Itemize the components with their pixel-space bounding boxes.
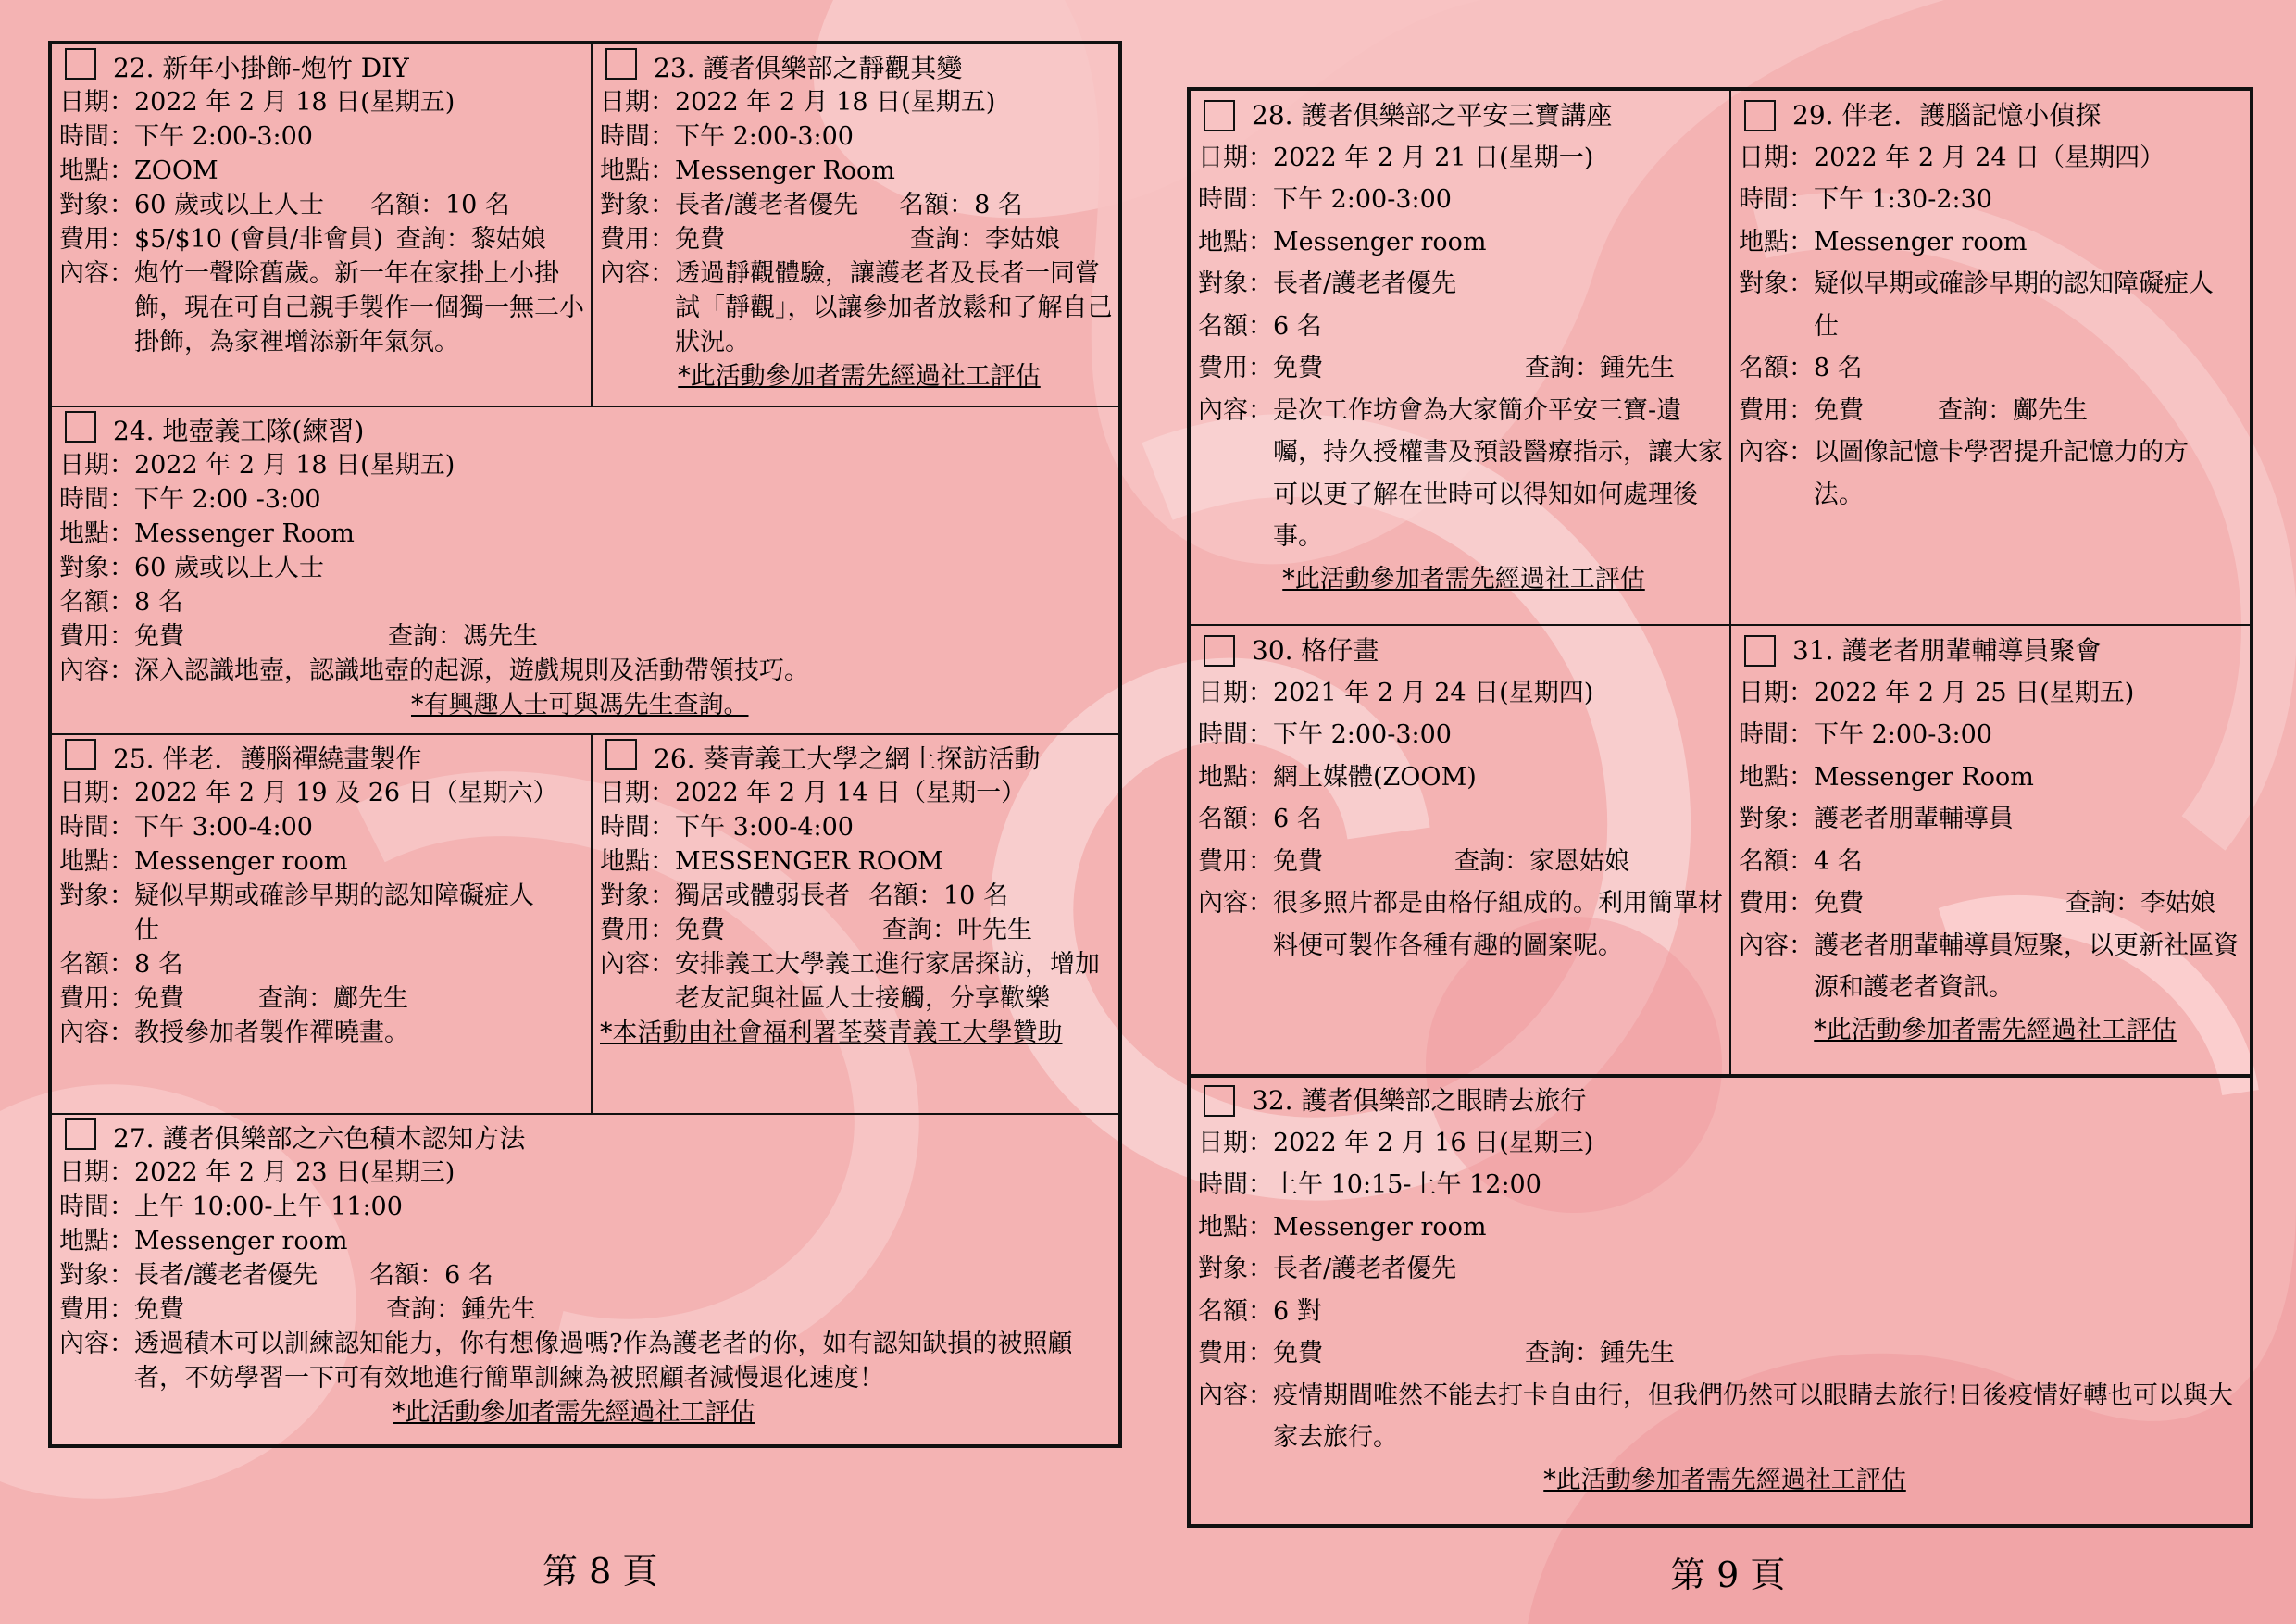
quota: 8 名	[134, 950, 183, 979]
label: 時間：	[59, 485, 134, 514]
place: Messenger Room	[134, 519, 355, 548]
time: 下午 2:00-3:00	[675, 122, 854, 151]
content: 炮竹一聲除舊歲。新一年在家掛上小掛飾，現在可自己親手製作一個獨一無二小掛飾，為家裡增添新年氣氛。	[134, 259, 584, 356]
place: 網上媒體(ZOOM)	[1273, 762, 1477, 792]
label: 內容：	[59, 1018, 134, 1047]
target: 60 歲或以上人士	[134, 191, 324, 219]
fee: 免費	[134, 622, 184, 651]
label: 時間：	[600, 122, 675, 151]
label: 內容：	[59, 1330, 134, 1358]
checkbox[interactable]	[1204, 635, 1235, 667]
label: 對象：	[1739, 805, 1814, 833]
label: 查詢：	[395, 225, 471, 254]
label: 費用：	[1739, 889, 1814, 918]
label: 對象：	[1198, 269, 1273, 298]
checkbox[interactable]	[1204, 100, 1235, 131]
label: 對象：	[59, 554, 134, 582]
label: 費用：	[59, 225, 134, 254]
label: 名額：	[1198, 311, 1273, 341]
place: MESSENGER ROOM	[675, 847, 943, 876]
time: 下午 3:00-4:00	[134, 813, 313, 842]
label: 對象：	[600, 881, 675, 910]
label: 地點：	[59, 847, 134, 876]
label: 日期：	[600, 779, 675, 807]
label: 內容：	[600, 259, 675, 288]
label: 對象：	[600, 191, 675, 219]
activity-title: 22. 新年小掛飾-炮竹 DIY	[113, 53, 409, 83]
label: 查詢：	[388, 622, 463, 651]
activity-note: *有興趣人士可與馮先生查詢。	[411, 691, 749, 719]
target: 長者/護老者優先	[1273, 1255, 1457, 1283]
label: 費用：	[1198, 354, 1273, 382]
activity-note: *此活動參加者需先經過社工評估	[393, 1398, 755, 1427]
fee: 免費	[1814, 889, 1864, 918]
label: 日期：	[1198, 678, 1273, 707]
label: 地點：	[1739, 762, 1814, 792]
activity-note: *此活動參加者需先經過社工評估	[1282, 564, 1645, 593]
activity-title: 26. 葵青義工大學之網上探訪活動	[654, 743, 1041, 774]
label: 查詢：	[2065, 889, 2140, 918]
activity-card-30	[1189, 624, 1731, 1078]
label: 日期：	[1198, 1128, 1273, 1157]
activity-card-32	[1189, 1074, 2253, 1528]
date: 2022 年 2 月 24 日（星期四）	[1814, 143, 2165, 172]
fee: 免費	[1273, 846, 1323, 876]
label: 查詢：	[386, 1295, 461, 1324]
checkbox[interactable]	[1744, 100, 1776, 131]
quota: 6 名	[1273, 311, 1322, 341]
activity-card-28	[1189, 89, 1731, 626]
label: 查詢：	[1525, 354, 1600, 382]
content: 護老者朋輩輔導員短聚，以更新社區資源和護老者資訊。	[1814, 931, 2239, 1002]
date: 2022 年 2 月 19 及 26 日（星期六）	[134, 779, 558, 807]
fee: $5/$10 (會員/非會員)	[134, 225, 383, 254]
place: Messenger room	[134, 1227, 348, 1255]
activity-title: 32. 護者俱樂部之眼睛去旅行	[1252, 1085, 1587, 1116]
label: 名額：	[1739, 846, 1814, 876]
time: 下午 2:00-3:00	[1814, 720, 1992, 749]
enquiry: 馮先生	[463, 622, 538, 651]
label: 名額：	[868, 881, 943, 910]
label: 查詢：	[882, 916, 957, 944]
time: 下午 1:30-2:30	[1814, 185, 1992, 214]
content: 深入認識地壺，認識地壺的起源，遊戲規則及活動帶領技巧。	[134, 656, 809, 685]
fee: 免費	[1273, 354, 1323, 382]
label: 費用：	[1198, 1339, 1273, 1368]
fee: 免費	[675, 225, 725, 254]
label: 費用：	[59, 622, 134, 651]
quota: 6 名	[444, 1261, 493, 1290]
date: 2022 年 2 月 25 日(星期五)	[1814, 678, 2135, 707]
label: 時間：	[1739, 720, 1814, 749]
label: 名額：	[899, 191, 975, 219]
quota: 6 對	[1273, 1296, 1322, 1326]
activity-title: 30. 格仔畫	[1252, 635, 1379, 666]
checkbox[interactable]	[1744, 635, 1776, 667]
place: Messenger Room	[675, 156, 895, 185]
label: 對象：	[59, 191, 134, 219]
activity-note: *此活動參加者需先經過社工評估	[1543, 1465, 1906, 1494]
fee: 免費	[134, 1295, 184, 1324]
activity-card-29	[1729, 89, 2253, 626]
label: 日期：	[59, 88, 134, 117]
enquiry: 李姑娘	[2140, 889, 2215, 918]
label: 內容：	[1739, 438, 1814, 467]
label: 查詢：	[1938, 395, 2013, 425]
activity-title: 27. 護者俱樂部之六色積木認知方法	[113, 1123, 526, 1154]
label: 對象：	[59, 881, 134, 910]
label: 名額：	[369, 1261, 445, 1290]
label: 時間：	[59, 813, 134, 842]
target: 長者/護老者優先	[1273, 269, 1457, 298]
label: 內容：	[600, 950, 675, 979]
enquiry: 鍾先生	[1600, 354, 1675, 382]
label: 日期：	[1198, 143, 1273, 172]
page-number: 第 9 頁	[1670, 1555, 1786, 1595]
label: 地點：	[600, 156, 675, 185]
label: 日期：	[600, 88, 675, 117]
label: 內容：	[1739, 931, 1814, 960]
label: 時間：	[1739, 185, 1814, 214]
label: 時間：	[1198, 1170, 1273, 1199]
label: 時間：	[600, 813, 675, 842]
target: 疑似早期或確診早期的認知障礙症人仕	[134, 881, 534, 944]
target: 獨居或體弱長者	[675, 881, 850, 910]
enquiry: 黎姑娘	[470, 225, 546, 254]
checkbox[interactable]	[1204, 1085, 1235, 1117]
content: 透過積木可以訓練認知能力，你有想像過嗎?作為護老者的你，如有認知缺損的被照顧者，不妨學習一下可有效地進行簡單訓練為被照顧者減慢退化速度！	[134, 1330, 1073, 1393]
target: 長者/護老者優先	[134, 1261, 318, 1290]
enquiry: 叶先生	[957, 916, 1032, 944]
enquiry: 李姑娘	[985, 225, 1060, 254]
date: 2022 年 2 月 18 日(星期五)	[134, 88, 455, 117]
date: 2022 年 2 月 23 日(星期三)	[134, 1158, 455, 1187]
label: 地點：	[1198, 1212, 1273, 1242]
place: Messenger room	[1273, 227, 1487, 256]
activity-note: *此活動參加者需先經過社工評估	[678, 362, 1041, 391]
label: 地點：	[1198, 762, 1273, 792]
quota: 8 名	[134, 588, 183, 617]
label: 費用：	[1739, 395, 1814, 425]
date: 2022 年 2 月 21 日(星期一)	[1273, 143, 1594, 172]
label: 名額：	[59, 588, 134, 617]
activity-note: *此活動參加者需先經過社工評估	[1814, 1015, 2177, 1044]
label: 日期：	[59, 451, 134, 480]
content: 以圖像記憶卡學習提升記憶力的方法。	[1814, 438, 2189, 509]
label: 名額：	[59, 950, 134, 979]
fee: 免費	[1273, 1339, 1323, 1368]
activity-note: *本活動由社會福利署荃葵青義工大學贊助	[600, 1018, 1063, 1047]
quota: 10 名	[943, 881, 1008, 910]
quota: 8 名	[1814, 354, 1863, 382]
target: 60 歲或以上人士	[134, 554, 324, 582]
enquiry: 鄺先生	[333, 984, 408, 1013]
label: 日期：	[59, 779, 134, 807]
content: 是次工作坊會為大家簡介平安三寶-遺囑，持久授權書及預設醫療指示，讓大家可以更了解在世時可以得知如何處理後事。	[1273, 395, 1723, 551]
label: 費用：	[600, 916, 675, 944]
label: 名額：	[369, 191, 445, 219]
fee: 免費	[1814, 395, 1864, 425]
quota: 8 名	[974, 191, 1023, 219]
label: 費用：	[59, 984, 134, 1013]
label: 查詢：	[1525, 1339, 1600, 1368]
fee: 免費	[675, 916, 725, 944]
label: 名額：	[1198, 805, 1273, 833]
label: 地點：	[59, 519, 134, 548]
label: 地點：	[1198, 227, 1273, 256]
content: 很多照片都是由格仔組成的。利用簡單材料便可製作各種有趣的圖案呢。	[1273, 889, 1723, 960]
date: 2022 年 2 月 18 日(星期五)	[675, 88, 996, 117]
place: Messenger Room	[1814, 762, 2034, 792]
label: 內容：	[1198, 395, 1273, 425]
enquiry: 家恩姑娘	[1529, 846, 1629, 876]
label: 名額：	[1739, 354, 1814, 382]
label: 時間：	[1198, 185, 1273, 214]
label: 時間：	[1198, 720, 1273, 749]
content: 疫情期間唯然不能去打卡自由行，但我們仍然可以眼睛去旅行!日後疫情好轉也可以與大家去旅行。	[1273, 1380, 2233, 1452]
label: 地點：	[1739, 227, 1814, 256]
page-number: 第 8 頁	[543, 1551, 658, 1592]
activity-title: 29. 伴老．護腦記憶小偵探	[1792, 100, 2102, 131]
time: 上午 10:00-上午 11:00	[134, 1193, 403, 1221]
fee: 免費	[134, 984, 184, 1013]
date: 2022 年 2 月 16 日(星期三)	[1273, 1128, 1594, 1157]
place: Messenger room	[1273, 1212, 1487, 1242]
quota: 10 名	[444, 191, 510, 219]
time: 下午 2:00 -3:00	[134, 485, 321, 514]
activity-title: 25. 伴老．護腦禪繞畫製作	[113, 743, 422, 774]
label: 地點：	[59, 156, 134, 185]
right-page-frame	[1187, 87, 2253, 1528]
enquiry: 鄺先生	[2013, 395, 2088, 425]
quota: 4 名	[1814, 846, 1863, 876]
place: Messenger room	[134, 847, 348, 876]
date: 2022 年 2 月 18 日(星期五)	[134, 451, 455, 480]
label: 日期：	[1739, 678, 1814, 707]
date: 2021 年 2 月 24 日(星期四)	[1273, 678, 1594, 707]
label: 對象：	[1198, 1255, 1273, 1283]
label: 費用：	[600, 225, 675, 254]
label: 地點：	[59, 1227, 134, 1255]
label: 日期：	[1739, 143, 1814, 172]
date: 2022 年 2 月 14 日（星期一）	[675, 779, 1027, 807]
label: 內容：	[1198, 1380, 1273, 1410]
label: 費用：	[1198, 846, 1273, 876]
left-page-frame	[48, 41, 1122, 1448]
activity-title: 28. 護者俱樂部之平安三寶講座	[1252, 100, 1613, 131]
time: 上午 10:15-上午 12:00	[1273, 1170, 1541, 1199]
target: 護老者朋輩輔導員	[1814, 805, 2014, 833]
content: 安排義工大學義工進行家居探訪，增加老友記與社區人士接觸，分享歡樂	[675, 950, 1100, 1013]
label: 查詢：	[258, 984, 333, 1013]
label: 內容：	[59, 259, 134, 288]
label: 內容：	[59, 656, 134, 685]
label: 地點：	[600, 847, 675, 876]
enquiry: 鍾先生	[1600, 1339, 1675, 1368]
time: 下午 2:00-3:00	[1273, 185, 1452, 214]
place: Messenger room	[1814, 227, 2028, 256]
target: 疑似早期或確診早期的認知障礙症人仕	[1814, 269, 2214, 341]
activity-title: 23. 護者俱樂部之靜觀其變	[654, 53, 963, 83]
content: 透過靜觀體驗，讓護老者及長者一同嘗試「靜觀」，以讓參加者放鬆和了解自己狀況。	[675, 259, 1113, 356]
label: 對象：	[1739, 269, 1814, 298]
label: 日期：	[59, 1158, 134, 1187]
label: 對象：	[59, 1261, 134, 1290]
enquiry: 鍾先生	[461, 1295, 536, 1324]
label: 時間：	[59, 1193, 134, 1221]
label: 查詢：	[1454, 846, 1529, 876]
label: 查詢：	[910, 225, 985, 254]
activity-title: 24. 地壺義工隊(練習)	[113, 416, 365, 446]
label: 時間：	[59, 122, 134, 151]
activity-title: 31. 護老者朋輩輔導員聚會	[1792, 635, 2102, 666]
time: 下午 3:00-4:00	[675, 813, 854, 842]
label: 內容：	[1198, 889, 1273, 918]
time: 下午 2:00-3:00	[1273, 720, 1452, 749]
quota: 6 名	[1273, 805, 1322, 833]
content: 教授參加者製作禪曉畫。	[134, 1018, 409, 1047]
label: 名額：	[1198, 1296, 1273, 1326]
label: 費用：	[59, 1295, 134, 1324]
place: ZOOM	[134, 156, 218, 185]
activity-card-31	[1729, 624, 2253, 1078]
time: 下午 2:00-3:00	[134, 122, 313, 151]
target: 長者/護老者優先	[675, 191, 859, 219]
